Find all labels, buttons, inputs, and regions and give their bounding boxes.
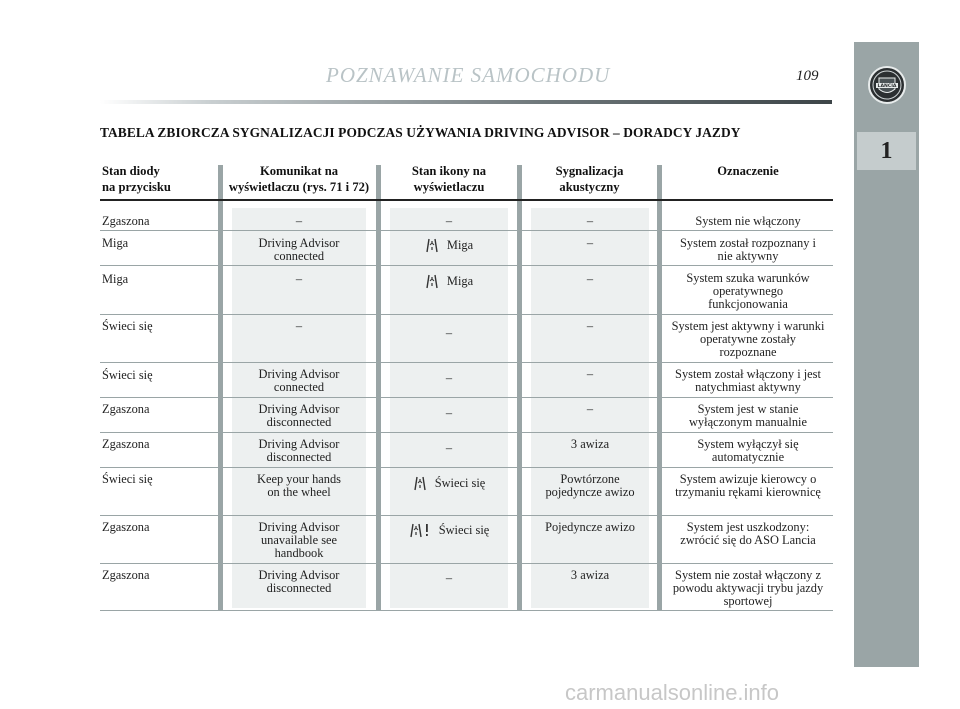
cell-line: disconnected [266,415,332,429]
cell-led: Zgaszona [102,214,150,228]
header-line: Sygnalizacja [555,164,624,178]
cell-message [232,320,366,333]
cell-indicator [390,236,508,254]
cell-meaning [662,521,834,547]
cell-line: System jest w stanie [697,402,799,416]
column-divider [218,165,223,610]
cell-indicator [390,521,508,539]
cell-meaning [662,272,834,311]
cell-line: – [586,402,594,416]
cell-line: Driving Advisor [258,568,340,582]
header-line: na przycisku [102,180,171,194]
cell-acoustic [531,237,649,250]
header-line: wyświetlaczu [413,180,485,194]
cell-line: – [586,367,594,381]
cell-line: 3 awiza [570,568,610,582]
lane-fault-icon [409,521,431,539]
cell-line: – [445,326,453,340]
row-separator [100,397,833,398]
cell-line: – [295,214,303,228]
cell-indicator [390,327,508,340]
cell-indicator [390,572,508,585]
cell-line: powodu aktywacji trybu jazdy [672,581,824,595]
running-header-title: POZNAWANIE SAMOCHODU [326,63,611,87]
row-separator [100,467,833,468]
cell-line: System awizuje kierowcy o [679,472,817,486]
indicator-text: Świeci się [434,475,486,490]
cell-line: operatywnego [712,284,784,298]
chapter-number: 1 [880,137,893,164]
cell-line: rozpoznane [719,345,777,359]
cell-meaning [662,569,834,608]
watermark: carmanualsonline.info [565,680,780,705]
indicator-text: Świeci się [438,522,490,537]
cell-meaning [662,368,834,394]
row-separator [100,230,833,231]
cell-acoustic [531,521,649,534]
cell-message [232,368,366,394]
cell-line: Driving Advisor [258,236,340,250]
cell-line: Driving Advisor [258,520,340,534]
cell-line: System nie został włączony z [675,568,821,582]
header-indicator [381,163,517,195]
cell-line: disconnected [266,581,332,595]
header-line: Komunikat na [259,164,339,178]
cell-led: Zgaszona [102,520,150,534]
page-number: 109 [796,68,819,84]
cell-line: – [586,272,594,286]
cell-message [232,473,366,499]
cell-meaning [662,237,834,263]
row-separator [100,362,833,363]
row-separator [100,265,833,266]
cell-line: Pojedyncze awizo [545,520,635,534]
cell-line: Powtórzone [560,472,620,486]
header-rule [100,100,832,104]
cell-led: Zgaszona [102,402,150,416]
cell-indicator [390,215,508,228]
cell-indicator [390,372,508,385]
cell-message [232,569,366,595]
cell-line: handbook [274,546,324,560]
cell-meaning [662,438,834,464]
row-separator [100,314,833,315]
cell-line: Driving Advisor [258,437,340,451]
row-separator [100,432,833,433]
header-line: Stan diody [102,164,160,178]
cell-line: – [445,371,453,385]
cell-line: Keep your hands [257,472,341,486]
row-separator [100,563,833,564]
cell-line: automatycznie [711,450,785,464]
cell-line: System został rozpoznany i [680,236,816,250]
cell-line: Driving Advisor [258,367,340,381]
header-acoustic [522,163,657,195]
cell-line: on the wheel [267,485,331,499]
header-message [222,163,376,195]
row-separator [100,515,833,516]
lancia-logo [854,42,919,128]
cell-line: – [445,571,453,585]
cell-acoustic [531,368,649,381]
cell-line: connected [273,249,325,263]
cell-meaning [662,320,834,359]
cell-line: funkcjonowania [708,297,788,311]
header-line: akustyczny [559,180,620,194]
lane-icon [425,236,439,254]
cell-indicator [390,407,508,420]
cell-acoustic [531,320,649,333]
table-title: TABELA ZBIORCZA SYGNALIZACJI PODCZAS UŻYWANIA DRIVING ADVISOR – DORADCY JAZDY [100,125,741,140]
cell-indicator [390,272,508,290]
lane-icon [425,272,439,290]
cell-meaning [662,403,834,429]
cell-message [232,215,366,228]
cell-line: trzymaniu rękami kierownicę [675,485,821,499]
cell-message [232,237,366,263]
logo-text: LANCIA [877,84,896,90]
header-rule-line [100,199,833,201]
lancia-shield-icon [867,65,907,105]
cell-led: Zgaszona [102,437,150,451]
cell-line: – [295,272,303,286]
lane-icon [413,474,427,492]
cell-meaning [662,473,834,499]
cell-line: System jest uszkodzony: [686,520,810,534]
cell-line: pojedyncze awizo [545,485,635,499]
cell-indicator [390,474,508,492]
chapter-box [857,132,916,170]
cell-line: sportowej [723,594,773,608]
cell-line: operatywne zostały [700,332,796,346]
cell-message [232,273,366,286]
cell-line: connected [273,380,325,394]
cell-acoustic [531,473,649,499]
cell-line: Driving Advisor [258,402,340,416]
cell-message [232,521,366,560]
cell-line: – [295,319,303,333]
header-line: Stan ikony na [411,164,487,178]
cell-led: Świeci się [102,472,153,486]
cell-line: System jest aktywny i warunki [671,319,825,333]
cell-message [232,438,366,464]
cell-line: 3 awiza [570,437,610,451]
cell-acoustic [531,273,649,286]
cell-line: wyłączonym manualnie [688,415,807,429]
row-separator [100,610,833,611]
cell-line: nie aktywny [717,249,779,263]
cell-meaning [662,215,834,228]
header-meaning [662,163,834,179]
cell-line: System nie włączony [695,214,801,228]
cell-message [232,403,366,429]
cell-acoustic [531,215,649,228]
cell-line: System wyłączył się [697,437,799,451]
cell-led: Świeci się [102,319,153,333]
cell-acoustic [531,403,649,416]
cell-line: System został włączony i jest [675,367,821,381]
cell-indicator [390,442,508,455]
cell-line: – [586,319,594,333]
cell-line: natychmiast aktywny [695,380,801,394]
cell-acoustic [531,569,649,582]
header-line: wyświetlaczu (rys. 71 i 72) [228,180,370,194]
cell-line: – [586,236,594,250]
column-divider [517,165,522,610]
cell-line: – [445,406,453,420]
cell-line: zwrócić się do ASO Lancia [680,533,816,547]
indicator-text: Miga [446,273,474,288]
cell-line: – [445,214,453,228]
indicator-text: Miga [446,237,474,252]
cell-led: Świeci się [102,368,153,382]
cell-line: disconnected [266,450,332,464]
header-line: Oznaczenie [717,164,779,178]
column-divider [376,165,381,610]
cell-led: Miga [102,272,129,286]
cell-line: – [586,214,594,228]
cell-line: unavailable see [260,533,338,547]
header-led [102,163,214,195]
cell-led: Miga [102,236,129,250]
cell-line: System szuka warunków [686,271,810,285]
cell-led: Zgaszona [102,568,150,582]
cell-acoustic [531,438,649,451]
cell-line: – [445,441,453,455]
